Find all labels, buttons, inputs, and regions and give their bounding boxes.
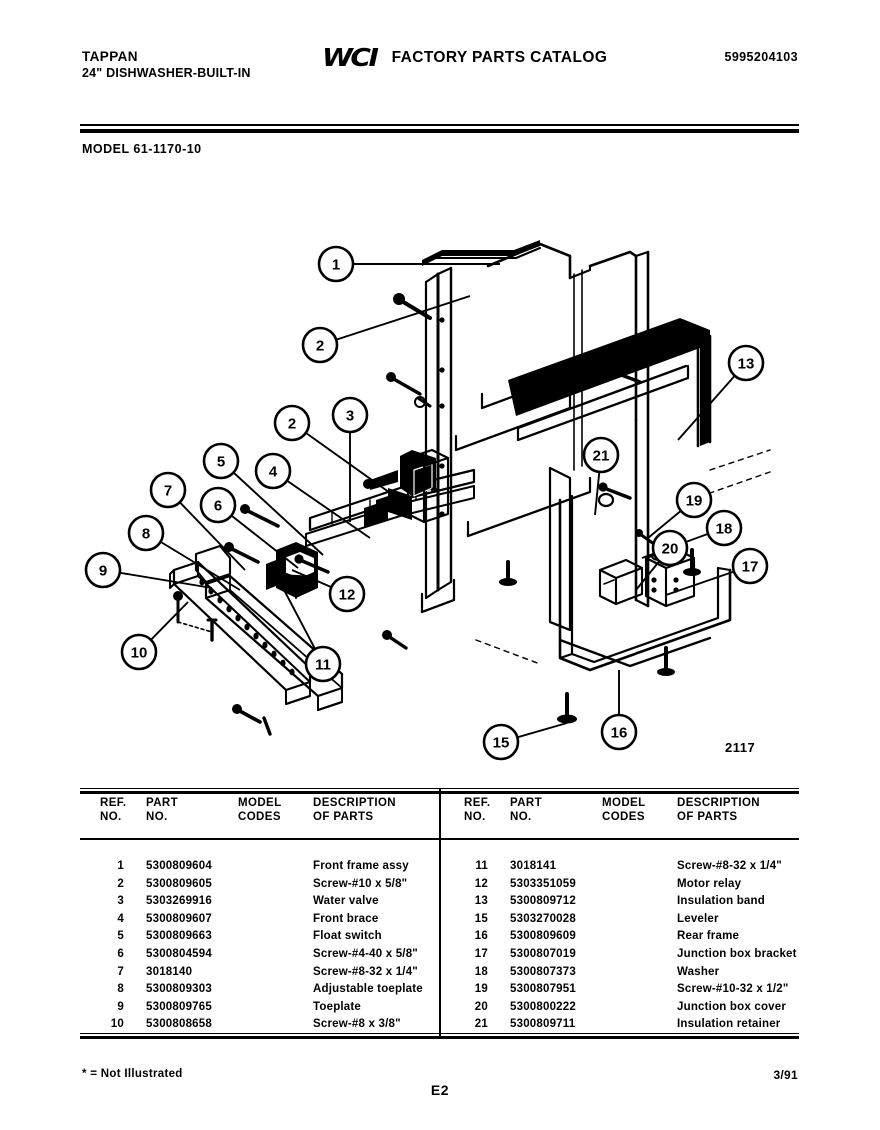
cell-part-no: 3018140 (146, 965, 193, 978)
model-line: MODEL 61-1170-10 (82, 142, 202, 156)
cell-description: Washer (677, 965, 720, 978)
cell-description: Junction box bracket (677, 947, 797, 960)
callout-bubble-17 (733, 549, 767, 583)
cell-ref-no: 4 (117, 912, 124, 925)
cell-description: Insulation retainer (677, 1018, 781, 1031)
table-row (452, 876, 802, 894)
callout-label: 18 (715, 520, 733, 538)
callout-label: 13 (737, 355, 755, 373)
callout-label: 12 (338, 586, 356, 604)
cell-ref-no: 20 (474, 1000, 488, 1013)
callout-label: 5 (216, 453, 226, 471)
callout-bubble-13 (729, 346, 763, 380)
callout-label: 2 (315, 337, 325, 355)
exploded-parts-diagram (70, 170, 810, 770)
diagram-svg (70, 170, 810, 770)
cell-description: Water valve (313, 895, 379, 908)
cell-part-no: 5300804594 (146, 947, 212, 960)
callout-label: 2 (287, 415, 297, 433)
table-row (88, 946, 438, 964)
table-row (88, 858, 438, 876)
table-header-left (88, 796, 438, 836)
table-row (452, 911, 802, 929)
header-description: DESCRIPTION OF PARTS (677, 797, 760, 823)
callout-bubble-11 (306, 647, 340, 681)
callout-label: 8 (141, 525, 151, 543)
table-row (452, 928, 802, 946)
cell-ref-no: 3 (117, 895, 124, 908)
cell-ref-no: 7 (117, 965, 124, 978)
callout-bubble-5 (204, 444, 238, 478)
cell-part-no: 5300809711 (510, 1018, 576, 1031)
cell-description: Rear frame (677, 930, 740, 943)
product-name: 24" DISHWASHER-BUILT-IN (82, 66, 251, 80)
callout-bubble-8 (129, 516, 163, 550)
cell-part-no: 5300807951 (510, 983, 576, 996)
cell-ref-no: 10 (110, 1018, 124, 1031)
cell-ref-no: 15 (474, 912, 488, 925)
callout-bubble-1 (319, 247, 353, 281)
header-rule-thick (80, 129, 799, 133)
cell-ref-no: 5 (117, 930, 124, 943)
callout-bubble-18 (707, 511, 741, 545)
callout-label: 16 (610, 724, 628, 742)
header-description: DESCRIPTION OF PARTS (313, 797, 396, 823)
callout-label: 10 (130, 644, 148, 662)
cell-description: Adjustable toeplate (313, 983, 423, 996)
callout-bubble-19 (677, 483, 711, 517)
header-ref-no: REF. NO. (100, 797, 127, 823)
callout-label: 15 (492, 734, 510, 752)
cell-ref-no: 1 (117, 860, 124, 872)
table-row (88, 876, 438, 894)
table-row (452, 946, 802, 964)
callout-label: 9 (98, 562, 108, 580)
cell-part-no: 5303351059 (510, 877, 576, 890)
cell-ref-no: 13 (474, 895, 488, 908)
page-number: E2 (430, 1082, 450, 1098)
table-row (88, 893, 438, 911)
diagram-linework (170, 240, 770, 734)
table-row (452, 981, 802, 999)
cell-description: Screw-#8-32 x 1/4" (677, 860, 782, 872)
figure-number: 2117 (725, 740, 756, 755)
brand-name: TAPPAN (82, 49, 138, 64)
cell-description: Screw-#8-32 x 1/4" (313, 965, 418, 978)
callout-bubble-20 (653, 531, 687, 565)
cell-part-no: 5300809663 (146, 930, 212, 943)
callout-bubble-6 (201, 488, 235, 522)
header-model-codes: MODEL CODES (602, 797, 646, 823)
cell-part-no: 5300800222 (510, 1000, 576, 1013)
table-row (88, 1016, 438, 1034)
header-part-no: PART NO. (146, 797, 179, 823)
cell-description: Float switch (313, 930, 382, 943)
catalog-number: 5995204103 (724, 50, 798, 64)
cell-part-no: 5300809765 (146, 1000, 212, 1013)
callout-label: 17 (741, 558, 759, 576)
parts-table-left (88, 796, 438, 1031)
header-model-codes: MODEL CODES (238, 797, 282, 823)
cell-ref-no: 16 (474, 930, 488, 943)
cell-ref-no: 17 (474, 947, 488, 960)
parts-rows-right (452, 858, 802, 1034)
cell-part-no: 5300808658 (146, 1018, 212, 1031)
cell-description: Insulation band (677, 895, 765, 908)
table-row (452, 999, 802, 1017)
callout-bubble-10 (122, 635, 156, 669)
cell-description: Junction box cover (677, 1000, 787, 1013)
callout-bubble-16 (602, 715, 636, 749)
cell-ref-no: 21 (474, 1018, 488, 1031)
cell-ref-no: 12 (474, 877, 488, 890)
parts-table-right (452, 796, 802, 1031)
cell-ref-no: 2 (117, 877, 124, 890)
footnote: * = Not Illustrated (82, 1068, 183, 1080)
callout-label: 20 (661, 540, 679, 558)
table-row (88, 981, 438, 999)
table-row (88, 911, 438, 929)
cell-ref-no: 6 (117, 947, 124, 960)
cell-part-no: 5300809303 (146, 983, 212, 996)
cell-description: Front frame assy (313, 860, 409, 872)
callout-label: 6 (213, 497, 223, 515)
callout-label: 21 (592, 447, 610, 465)
cell-part-no: 5300809712 (510, 895, 576, 908)
cell-description: Leveler (677, 912, 719, 925)
cell-ref-no: 8 (117, 983, 124, 996)
cell-description: Screw-#4-40 x 5/8" (313, 947, 418, 960)
table-row (88, 964, 438, 982)
revision-date: 3/91 (773, 1068, 798, 1082)
callout-bubble-21 (584, 438, 618, 472)
cell-description: Screw-#10-32 x 1/2" (677, 983, 789, 996)
cell-part-no: 5300807019 (510, 947, 576, 960)
callout-bubble-9 (86, 553, 120, 587)
cell-description: Screw-#10 x 5/8" (313, 877, 408, 890)
callout-bubble-2b (275, 406, 309, 440)
callout-bubble-3 (333, 398, 367, 432)
page-header (0, 0, 880, 110)
callout-label: 3 (345, 407, 355, 425)
callout-bubble-4 (256, 454, 290, 488)
catalog-title: FACTORY PARTS CATALOG (391, 48, 608, 66)
cell-description: Screw-#8 x 3/8" (313, 1018, 401, 1031)
callout-label: 1 (331, 256, 341, 274)
callout-leader-2 (292, 423, 400, 500)
table-row (88, 999, 438, 1017)
callout-label: 19 (685, 492, 703, 510)
header-ref-no: REF. NO. (464, 797, 491, 823)
callout-label: 11 (315, 656, 331, 674)
cell-part-no: 5300809607 (146, 912, 212, 925)
callout-bubble-2 (303, 328, 337, 362)
table-row (88, 928, 438, 946)
header-part-no: PART NO. (510, 797, 543, 823)
brand-block (82, 48, 251, 82)
table-row (452, 964, 802, 982)
cell-ref-no: 19 (474, 983, 488, 996)
cell-part-no: 5303270028 (510, 912, 576, 925)
callout-label: 7 (163, 482, 173, 500)
cell-ref-no: 11 (475, 860, 488, 872)
cell-part-no: 3018141 (510, 860, 557, 872)
callout-bubble-15 (484, 725, 518, 759)
cell-part-no: 5303269916 (146, 895, 212, 908)
header-rule-thin (80, 124, 799, 126)
cell-ref-no: 18 (474, 965, 488, 978)
table-row (452, 1016, 802, 1034)
wci-logo: WCI (322, 43, 377, 72)
cell-description: Toeplate (313, 1000, 362, 1013)
parts-rows-left (88, 858, 438, 1034)
cell-description: Front brace (313, 912, 379, 925)
table-header-right (452, 796, 802, 836)
cell-ref-no: 9 (117, 1000, 124, 1013)
callout-bubble-12 (330, 577, 364, 611)
cell-description: Motor relay (677, 877, 742, 890)
callout-bubble-7 (151, 473, 185, 507)
table-row (452, 858, 802, 876)
wci-logo-block (322, 45, 607, 70)
cell-part-no: 5300809605 (146, 877, 212, 890)
cell-part-no: 5300807373 (510, 965, 576, 978)
cell-part-no: 5300809604 (146, 860, 212, 872)
table-row (452, 893, 802, 911)
cell-part-no: 5300809609 (510, 930, 576, 943)
callout-label: 4 (268, 463, 278, 481)
